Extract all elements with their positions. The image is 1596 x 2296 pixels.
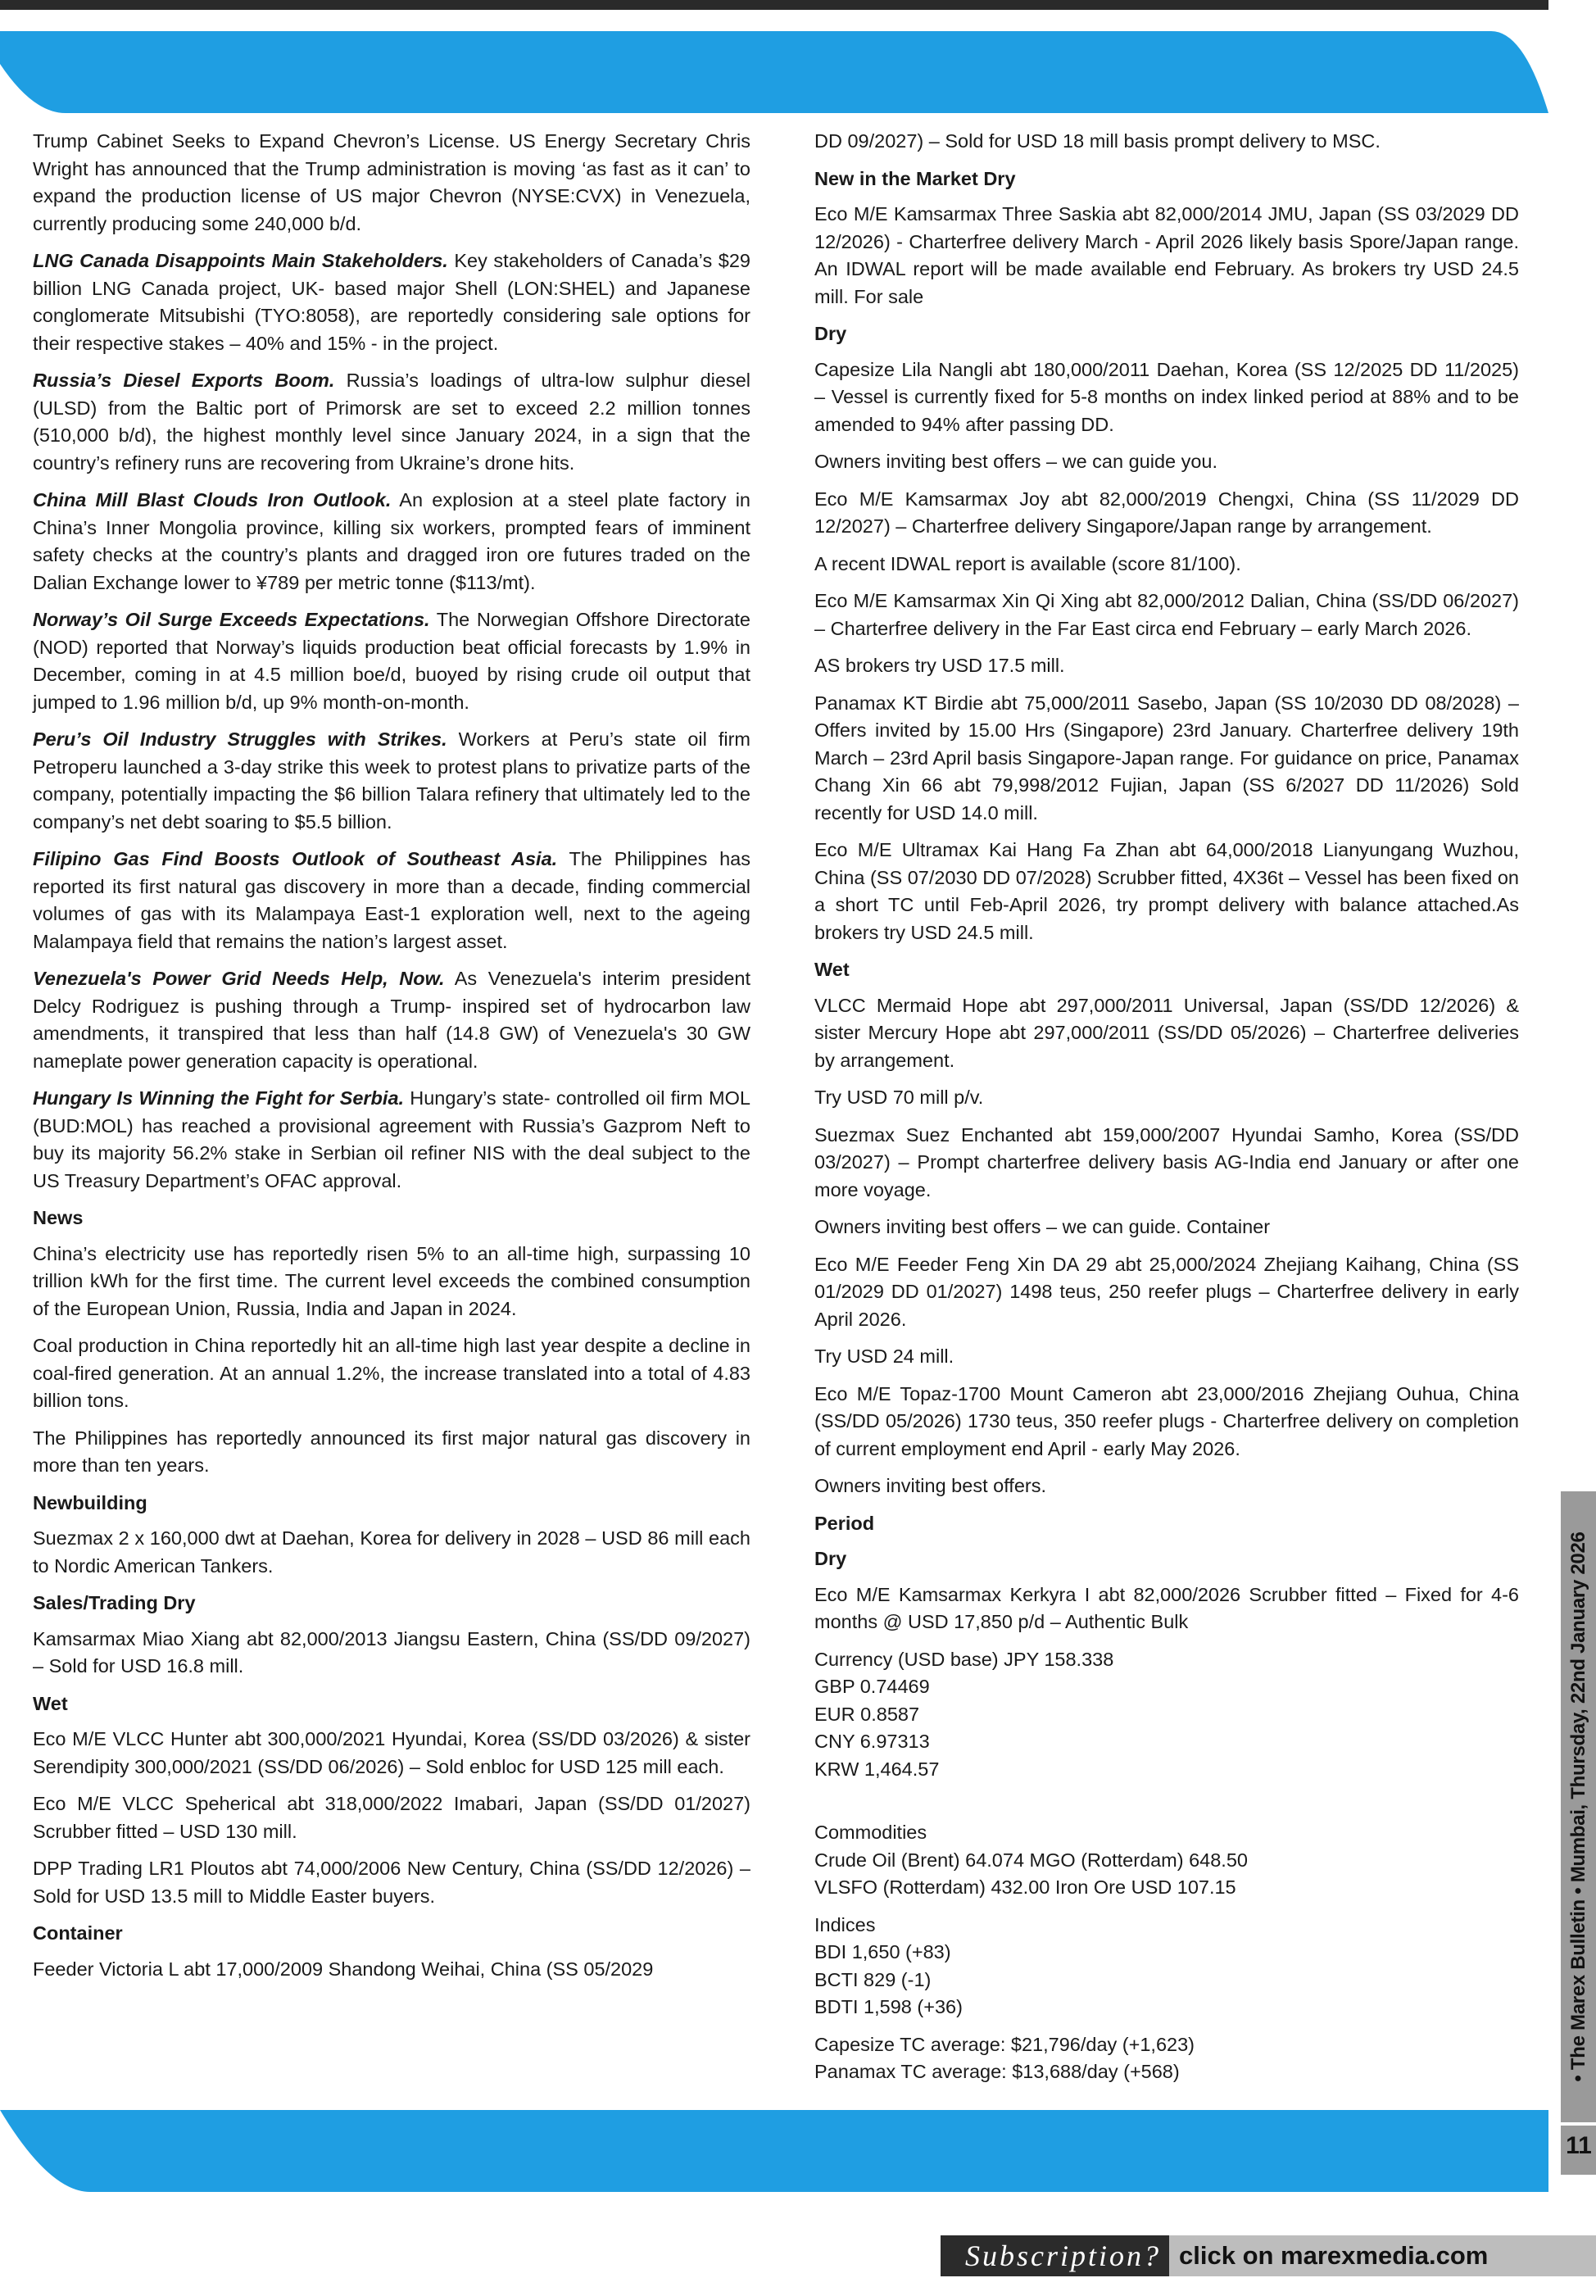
currency-line: GBP 0.74469 xyxy=(814,1676,930,1697)
index-line: BDTI 1,598 (+36) xyxy=(814,1996,963,2017)
spacer xyxy=(814,1902,1519,1912)
header-wave-banner xyxy=(0,31,1548,113)
section-heading: New in the Market Dry xyxy=(814,167,1016,189)
side-date-text: • The Marex Bulletin • Mumbai, Thursday, 22nd January 2026 xyxy=(1567,1531,1589,2082)
news-text: The Norwegian Offshore Directorate (NOD) reported that Norway’s liquids production beat official forecasts by 1.9% in December, coming in at 4.5 million boe/d, buoyed by rising crude oil output that jumped to 1.96 million b/d, up 9% month-on-month. xyxy=(33,609,750,713)
news-item xyxy=(33,965,750,1075)
news-item xyxy=(814,1084,1519,1112)
news-text: Eco M/E Ultramax Kai Hang Fa Zhan abt 64,000/2018 Lianyungang Wuzhou, China (SS 07/2030 DD 07/2028) Scrubber fitted, 4X36t – Vessel has been fixed on a short TC until Feb-April 2026, try prompt delivery with balance attached.As brokers try USD 24.5 mill. xyxy=(814,839,1519,943)
commodities-label: Commodities xyxy=(814,1822,927,1843)
news-item xyxy=(33,128,750,238)
news-item xyxy=(33,1626,750,1681)
currency-line: CNY 6.97313 xyxy=(814,1731,930,1752)
section-heading: Dry xyxy=(814,323,847,344)
news-item xyxy=(33,1956,750,1984)
news-text: Eco M/E Kamsarmax Joy abt 82,000/2019 Chengxi, China (SS 11/2029 DD 12/2027) – Charterfree delivery Singapore/Japan range by arrangement. xyxy=(814,488,1519,537)
news-text: Hungary’s state- controlled oil firm MOL (BUD:MOL) has reached a provisional agreement with Russia’s Gazprom Neft to buy its majority 56.2% stake in Serbian oil refiner NIS with the deal subject to the US Treasury Department’s OFAC approval. xyxy=(33,1087,750,1191)
news-headline: China Mill Blast Clouds Iron Outlook. xyxy=(33,489,392,510)
subscription-label: Subscription? xyxy=(941,2235,1169,2276)
news-text: DPP Trading LR1 Ploutos abt 74,000/2006 New Century, China (SS/DD 12/2026) – Sold for USD 13.5 mill to Middle Easter buyers. xyxy=(33,1858,750,1907)
section-heading: Wet xyxy=(33,1692,68,1714)
news-item xyxy=(33,1855,750,1910)
news-text: Feeder Victoria L abt 17,000/2009 Shandong Weihai, China (SS 05/2029 xyxy=(33,1958,654,1980)
news-item xyxy=(33,1085,750,1195)
news-text: China’s electricity use has reportedly risen 5% to an all-time high, surpassing 10 trillion kWh for the first time. The current level exceeds the combined consumption of the European Union, Russia, India and Japan in 2024. xyxy=(33,1242,750,1319)
top-rule xyxy=(0,0,1548,10)
news-text: Coal production in China reportedly hit an all-time high last year despite a decline in coal-fired generation. At an annual 1.2%, the increase translated into a total of 4.83 billion tons. xyxy=(33,1335,750,1411)
news-text: Key stakeholders of Canada’s $29 billion LNG Canada project, UK- based major Shell (LON:SHEL) and Japanese conglomerate Mitsubishi (TYO:8058), are reportedly considering sale options for their respective stakes – 40% and 15% - in the project. xyxy=(33,250,750,354)
page-number: 11 xyxy=(1561,2126,1596,2175)
news-item xyxy=(814,1214,1519,1241)
news-headline: LNG Canada Disappoints Main Stakeholders. xyxy=(33,250,448,271)
news-item xyxy=(33,1425,750,1480)
news-text: Owners inviting best offers – we can guide you. xyxy=(814,451,1218,472)
news-text: Eco M/E Topaz-1700 Mount Cameron abt 23,000/2016 Zhejiang Ouhua, China (SS/DD 05/2026) 1730 teus, 350 reefer plugs - Charterfree delivery on completion of current employment end April - early May 2026. xyxy=(814,1382,1519,1459)
news-text: Eco M/E VLCC Speherical abt 318,000/2022 Imabari, Japan (SS/DD 01/2027) Scrubber fitted – USD 130 mill. xyxy=(33,1793,750,1842)
tc-average-line: Capesize TC average: $21,796/day (+1,623) xyxy=(814,2033,1195,2055)
subscription-bar[interactable] xyxy=(941,2235,1596,2276)
currency-line: KRW 1,464.57 xyxy=(814,1758,940,1780)
news-text: Eco M/E Kamsarmax Three Saskia abt 82,000/2014 JMU, Japan (SS 03/2029 DD 12/2026) - Charterfree delivery March - April 2026 likely basis Spore/Japan range. An IDWAL report will be made available end February. As brokers try USD 24.5 mill. For sale xyxy=(814,203,1519,307)
news-text: Russia’s loadings of ultra-low sulphur diesel (ULSD) from the Baltic port of Primorsk are set to exceed 2.2 million tonnes (510,000 b/d), the highest monthly level since January 2024, in a sign that the country’s refinery runs are recovering from Ukraine’s drone hits. xyxy=(33,370,750,474)
commodity-line: Crude Oil (Brent) 64.074 MGO (Rotterdam) 648.50 xyxy=(814,1849,1248,1871)
right-column xyxy=(814,128,1519,2086)
news-text: AS brokers try USD 17.5 mill. xyxy=(814,655,1065,676)
news-text: Suezmax 2 x 160,000 dwt at Daehan, Korea for delivery in 2028 – USD 86 mill each to Nordic American Tankers. xyxy=(33,1527,750,1577)
news-text: VLCC Mermaid Hope abt 297,000/2011 Universal, Japan (SS/DD 12/2026) & sister Mercury Hope abt 297,000/2011 (SS/DD 05/2026) – Charterfree deliveries by arrangement. xyxy=(814,994,1519,1071)
news-text: As Venezuela's interim president Delcy Rodriguez is pushing through a Trump- inspired set of hydrocarbon law amendments, it transpired that less than half (14.8 GW) of Venezuela's 30 GW nameplate power generation capacity is operational. xyxy=(33,968,750,1072)
news-text: An explosion at a steel plate factory in China’s Inner Mongolia province, killing six workers, prompted fears of imminent safety checks at the country’s plants and dragged iron ore futures traded on the Dalian Exchange lower to ¥789 per metric tonne ($113/mt). xyxy=(33,489,750,593)
news-text: Workers at Peru’s state oil firm Petroperu launched a 3-day strike this week to protest plans to privatize parts of the company, potentially impacting the $6 billion Talara refinery that ultimately led to the company’s net debt soaring to $5.5 billion. xyxy=(33,728,750,833)
currency-line: EUR 0.8587 xyxy=(814,1703,920,1725)
news-text: The Philippines has reported its first natural gas discovery in more than a decade, finding commercial volumes of gas with its Malampaya East-1 exploration well, next to the ageing Malampaya field that remains the nation’s largest asset. xyxy=(33,848,750,952)
news-item xyxy=(814,588,1519,642)
news-text: Eco M/E Feeder Feng Xin DA 29 abt 25,000/2024 Zhejiang Kaihang, China (SS 01/2029 DD 01/2027) 1498 teus, 250 reefer plugs – Charterfree delivery in early April 2026. xyxy=(814,1253,1519,1330)
news-headline: Peru’s Oil Industry Struggles with Strikes. xyxy=(33,728,447,750)
news-text: DD 09/2027) – Sold for USD 18 mill basis prompt delivery to MSC. xyxy=(814,130,1381,152)
news-text: Suezmax Suez Enchanted abt 159,000/2007 Hyundai Samho, Korea (SS/DD 03/2027) – Prompt charterfree delivery basis AG-India end January or after one more voyage. xyxy=(814,1123,1519,1200)
news-item xyxy=(33,1241,750,1323)
index-line: BDI 1,650 (+83) xyxy=(814,1941,951,1962)
news-text: Eco M/E Kamsarmax Kerkyra I abt 82,000/2026 Scrubber fitted – Fixed for 4-6 months @ USD 17,850 p/d – Authentic Bulk xyxy=(814,1583,1519,1632)
section-heading: News xyxy=(33,1207,84,1228)
section-heading: Period xyxy=(814,1512,875,1534)
news-item xyxy=(814,1343,1519,1371)
currency-line: Currency (USD base) JPY 158.338 xyxy=(814,1648,1114,1670)
news-item xyxy=(814,356,1519,439)
news-item xyxy=(814,992,1519,1075)
news-text: Eco M/E Kamsarmax Xin Qi Xing abt 82,000/2012 Dalian, China (SS/DD 06/2027) – Charterfree delivery in the Far East circa end February – early March 2026. xyxy=(814,590,1519,639)
news-item xyxy=(814,201,1519,311)
news-text: Owners inviting best offers – we can guide. Container xyxy=(814,1216,1271,1237)
section-heading: Sales/Trading Dry xyxy=(33,1592,196,1613)
news-item xyxy=(33,487,750,597)
news-item xyxy=(814,1472,1519,1500)
subscription-link[interactable]: click on marexmedia.com xyxy=(1169,2235,1596,2276)
news-headline: Filipino Gas Find Boosts Outlook of Southeast Asia. xyxy=(33,848,558,869)
index-line: BCTI 829 (-1) xyxy=(814,1968,932,1990)
section-heading: Container xyxy=(33,1922,123,1944)
news-item xyxy=(814,486,1519,541)
news-item xyxy=(814,551,1519,579)
news-text: Eco M/E VLCC Hunter abt 300,000/2021 Hyundai, Korea (SS/DD 03/2026) & sister Serendipity 300,000/2021 (SS/DD 06/2026) – Sold enbloc for USD 125 mill each. xyxy=(33,1728,750,1777)
side-date-strip xyxy=(1561,1491,1596,2122)
news-text: Capesize Lila Nangli abt 180,000/2011 Daehan, Korea (SS 12/2025 DD 11/2025) – Vessel is currently fixed for 5-8 months on index linked period at 88% and to be amended to 94% after passing DD. xyxy=(814,358,1519,435)
spacer xyxy=(814,2021,1519,2031)
news-text: A recent IDWAL report is available (score 81/100). xyxy=(814,552,1241,574)
indices-label: Indices xyxy=(814,1913,876,1935)
news-item xyxy=(814,1381,1519,1463)
news-headline: Hungary Is Winning the Fight for Serbia. xyxy=(33,1087,405,1109)
news-item xyxy=(33,1726,750,1781)
news-item xyxy=(814,837,1519,946)
news-item xyxy=(814,652,1519,680)
news-text: The Philippines has reportedly announced its first major natural gas discovery in more than ten years. xyxy=(33,1427,750,1476)
news-text: Try USD 70 mill p/v. xyxy=(814,1087,984,1108)
news-item xyxy=(814,690,1519,828)
section-heading: Dry xyxy=(814,1548,847,1569)
news-item xyxy=(814,1122,1519,1205)
section-heading: Wet xyxy=(814,959,850,980)
news-item xyxy=(814,1581,1519,1636)
tc-average-line: Panamax TC average: $13,688/day (+568) xyxy=(814,2061,1180,2082)
news-item xyxy=(33,247,750,357)
section-heading: Newbuilding xyxy=(33,1491,147,1513)
news-item xyxy=(33,1525,750,1580)
news-item xyxy=(814,128,1519,156)
news-item xyxy=(33,1790,750,1845)
news-headline: Russia’s Diesel Exports Boom. xyxy=(33,370,335,391)
news-item xyxy=(33,846,750,955)
news-headline: Norway’s Oil Surge Exceeds Expectations. xyxy=(33,609,430,630)
news-text: Try USD 24 mill. xyxy=(814,1345,954,1367)
news-item xyxy=(33,606,750,716)
news-text: Panamax KT Birdie abt 75,000/2011 Sasebo, Japan (SS 10/2030 DD 08/2028) – Offers invited by 15.00 Hrs (Singapore) 23rd January. Charterfree delivery 19th March – 23rd April basis Singapore-Japan range. For guidance on price, Panamax Chang Xin 66 abt 79,998/2012 Fujian, Japan (SS 6/2027 DD 11/2026) Sold recently for USD 14.0 mill. xyxy=(814,692,1519,824)
news-item xyxy=(814,1251,1519,1334)
news-headline: Venezuela's Power Grid Needs Help, Now. xyxy=(33,968,445,989)
news-item xyxy=(33,1332,750,1415)
spacer xyxy=(814,1783,1519,1819)
news-text: Owners inviting best offers. xyxy=(814,1475,1046,1496)
news-item xyxy=(33,726,750,836)
news-item xyxy=(814,448,1519,476)
commodity-line: VLSFO (Rotterdam) 432.00 Iron Ore USD 107.15 xyxy=(814,1876,1236,1898)
news-text: Kamsarmax Miao Xiang abt 82,000/2013 Jiangsu Eastern, China (SS/DD 09/2027) – Sold for USD 16.8 mill. xyxy=(33,1627,750,1677)
footer-wave-banner xyxy=(0,2110,1548,2192)
news-text: Trump Cabinet Seeks to Expand Chevron’s License. US Energy Secretary Chris Wright has announced that the Trump administration is moving ‘as fast as it can’ to expand the production license of US major Chevron (NYSE:CVX) in Venezuela, currently producing some 240,000 b/d. xyxy=(33,130,750,234)
news-item xyxy=(33,367,750,477)
left-column xyxy=(33,128,750,1993)
